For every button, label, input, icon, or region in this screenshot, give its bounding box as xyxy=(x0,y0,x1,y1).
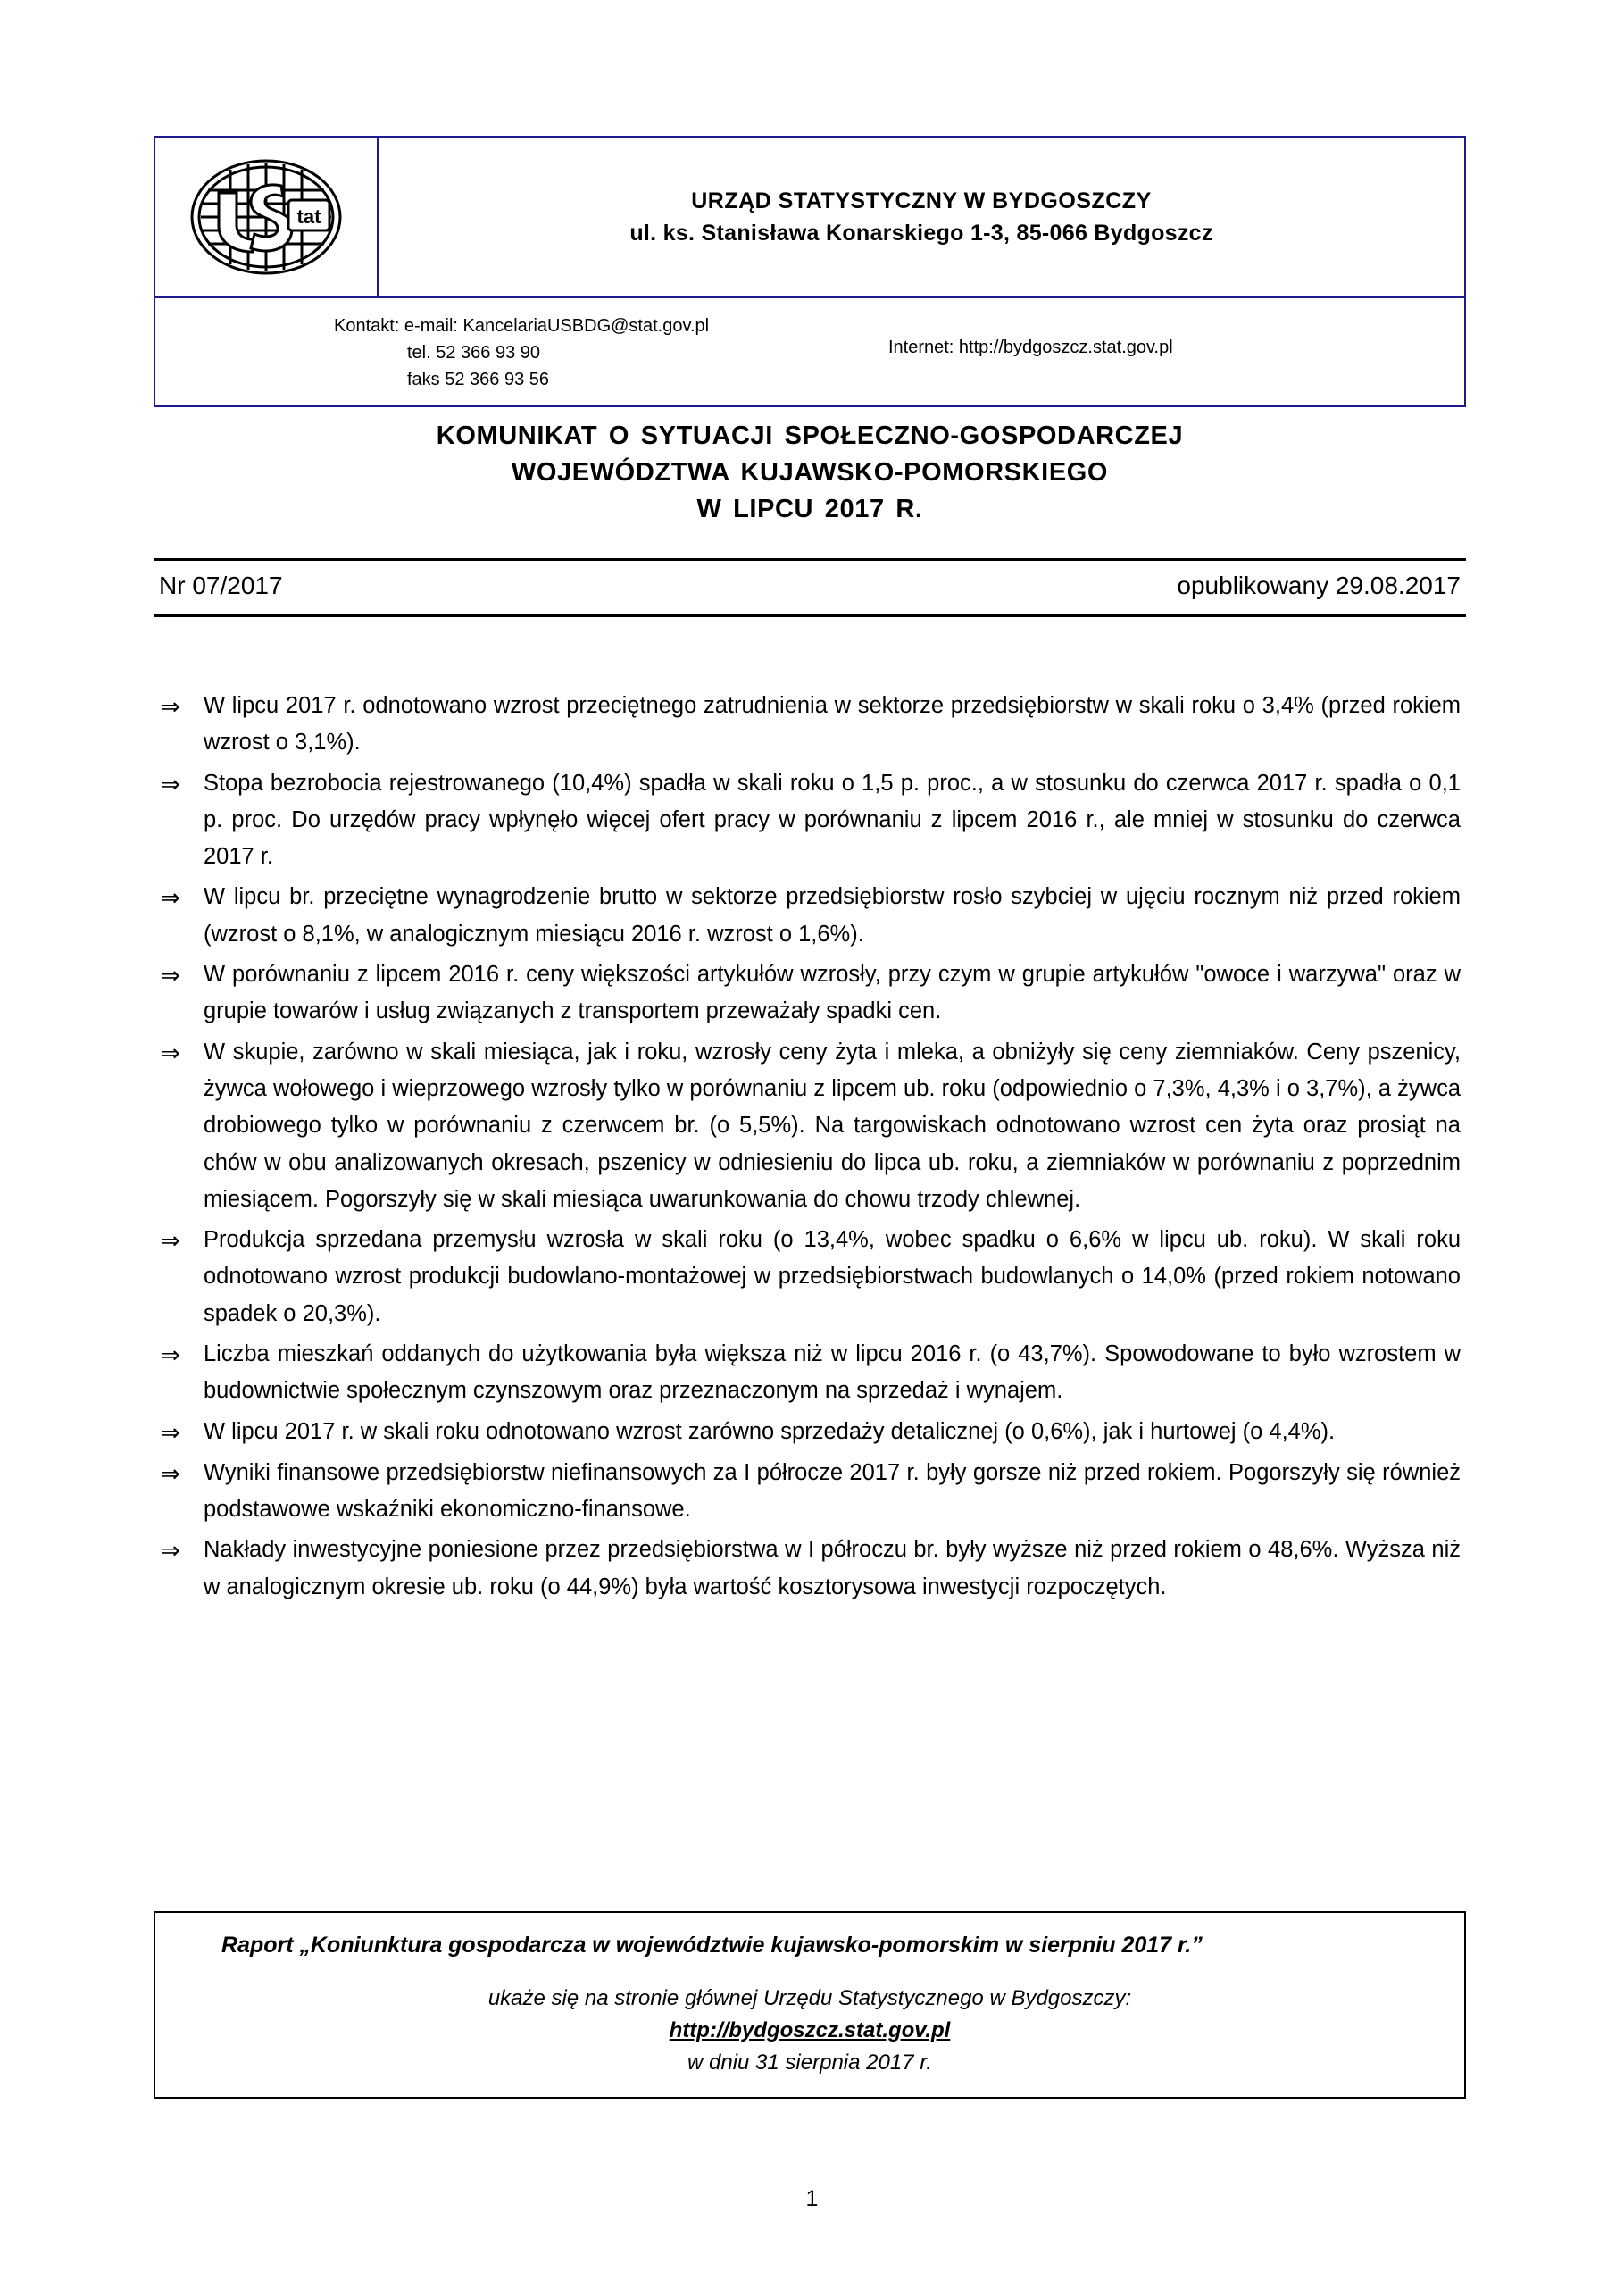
title-line-1: KOMUNIKAT O SYTUACJI SPOŁECZNO-GOSPODARCZEJ xyxy=(436,422,1184,450)
list-item-text: Stopa bezrobocia rejestrowanego (10,4%) spadła w skali roku o 1,5 p. proc., a w stosunku do czerwca 2017 r. spadła o 0,1 p. proc. Do urzędów pracy wpłynęło więcej ofert pracy w porównaniu z lipcem 2016 r., ale mniej w stosunku do czerwca 2017 r. xyxy=(204,770,1461,870)
list-item xyxy=(154,688,1466,762)
announcement-link[interactable]: http://bydgoszcz.stat.gov.pl xyxy=(669,2017,951,2042)
contact-left xyxy=(155,313,888,393)
announcement-title: Raport „Koniunktura gospodarcza w województwie kujawsko-pomorskim w sierpniu 2017 r.” xyxy=(221,1933,1203,1958)
arrow-icon: ⇒ xyxy=(161,1227,180,1255)
list-item xyxy=(154,1034,1466,1218)
contact-strip xyxy=(155,298,1464,405)
list-item-text: Nakłady inwestycyjne poniesione przez przedsiębiorstwa w I półroczu br. były wyższe niż przed rokiem o 48,6%. Wyższa niż w analogicznym okresie ub. roku (o 44,9%) była wartość kosztorysowa inwestycji rozpoczętych. xyxy=(204,1537,1461,1599)
title-line-3: W LIPCU 2017 R. xyxy=(696,495,923,524)
list-item-text: W lipcu br. przeciętne wynagrodzenie brutto w sektorze przedsiębiorstw rosło szybciej w ujęciu rocznym niż przed rokiem (wzrost o 8,1%, w analogicznym miesiącu 2016 r. wzrost o 1,6%). xyxy=(204,884,1461,947)
list-item-text: Produkcja sprzedana przemysłu wzrosła w skali roku (o 13,4%, wobec spadku o 6,6% w lipcu ub. roku). W skali roku odnotowano wzrost produkcji budowlano-montażowej w przedsiębiorstwach budowlanych o 14,0% (przed rokiem notowano spadek o 20,3%). xyxy=(204,1227,1461,1326)
letterhead-top xyxy=(155,138,1464,298)
meta-divider xyxy=(154,614,1466,617)
office-identity xyxy=(379,138,1464,296)
logo-wordmark: tat xyxy=(296,205,321,228)
issue-meta xyxy=(154,568,1466,600)
ustat-logo-icon xyxy=(181,150,351,284)
announcement-box xyxy=(154,1911,1466,2099)
title-line-2: WOJEWÓDZTWA KUJAWSKO-POMORSKIEGO xyxy=(511,458,1109,488)
list-item xyxy=(154,1532,1466,1606)
arrow-icon: ⇒ xyxy=(161,770,180,797)
list-item-text: W lipcu 2017 r. odnotowano wzrost przeciętnego zatrudnienia w sektorze przedsiębiorstw w skali roku o 3,4% (przed rokiem wzrost o 3,1%). xyxy=(204,693,1461,756)
office-name: URZĄD STATYSTYCZNY W BYDGOSZCZY xyxy=(691,188,1152,213)
contact-email: Kontakt: e-mail: KancelariaUSBDG@stat.gov.pl xyxy=(334,316,710,336)
arrow-icon: ⇒ xyxy=(161,1341,180,1369)
list-item xyxy=(154,1222,1466,1332)
list-item-text: Liczba mieszkań oddanych do użytkowania była większa niż w lipcu 2016 r. (o 43,7%). Spowodowane to było wzrostem w budownictwie społecznym czynszowym oraz przeznaczonym na sprzedaż i wynajem. xyxy=(204,1341,1461,1404)
arrow-icon: ⇒ xyxy=(161,1039,180,1066)
list-item xyxy=(154,1414,1466,1451)
list-item xyxy=(154,1455,1466,1529)
arrow-icon: ⇒ xyxy=(161,1418,180,1446)
arrow-icon: ⇒ xyxy=(161,1459,180,1487)
list-item xyxy=(154,765,1466,876)
office-address: ul. ks. Stanisława Konarskiego 1-3, 85-066 Bydgoszcz xyxy=(629,221,1213,246)
page-number: 1 xyxy=(805,2186,819,2211)
arrow-icon: ⇒ xyxy=(161,1537,180,1565)
list-item xyxy=(154,956,1466,1031)
summary-list xyxy=(154,688,1466,1609)
issue-number: Nr 07/2017 xyxy=(159,572,283,599)
arrow-icon: ⇒ xyxy=(161,693,180,720)
list-item-text: Wyniki finansowe przedsiębiorstw niefinansowych za I półrocze 2017 r. były gorsze niż przed rokiem. Pogorszyły się również podstawowe wskaźniki ekonomiczno-finansowe. xyxy=(204,1459,1461,1523)
ustat-logo xyxy=(155,138,379,296)
list-item-text: W lipcu 2017 r. w skali roku odnotowano wzrost zarówno sprzedaży detalicznej (o 0,6%), jak i hurtowej (o 4,4%). xyxy=(204,1418,1336,1444)
contact-internet: Internet: http://bydgoszcz.stat.gov.pl xyxy=(887,338,1173,357)
list-item-text: W porównaniu z lipcem 2016 r. ceny większości artykułów wzrosły, przy czym w grupie artykułów "owoce i warzywa" oraz w grupie towarów i usług związanych z transportem przeważały spadki cen. xyxy=(204,962,1461,1024)
list-item xyxy=(154,1336,1466,1410)
list-item xyxy=(154,879,1466,953)
publish-date: opublikowany 29.08.2017 xyxy=(1177,572,1461,599)
list-item-text: W skupie, zarówno w skali miesiąca, jak i roku, wzrosły ceny żyta i mleka, a obniżyły się ceny ziemniaków. Ceny pszenicy, żywca wołowego i wieprzowego wzrosły tylko w porównaniu z lipcem ub. roku (odpowiednio o 7,3%, 4,3% i o 3,7%), a żywca drobiowego tylko w porównaniu z czerwcem br. (o 5,5%). Na targowiskach odnotowano wzrost cen żyta oraz prosiąt na chów w obu analizowanych okresach, pszenicy w odniesieniu do lipca ub. roku, a ziemniaków w porównaniu z poprzednim miesiącem. Pogorszyły się w skali miesiąca uwarunkowania do chowu trzody chlewnej. xyxy=(204,1039,1461,1212)
announcement-date: w dniu 31 sierpnia 2017 r. xyxy=(687,2050,932,2075)
title-divider xyxy=(154,558,1466,561)
arrow-icon: ⇒ xyxy=(161,962,180,990)
contact-tel: tel. 52 366 93 90 xyxy=(407,343,541,363)
announcement-subtitle: ukaże się na stronie głównej Urzędu Statystycznego w Bydgoszczy: xyxy=(487,1985,1132,2010)
contact-fax: faks 52 366 93 56 xyxy=(407,370,550,389)
arrow-icon: ⇒ xyxy=(161,884,180,912)
page-title xyxy=(154,418,1466,529)
letterhead xyxy=(154,136,1466,407)
